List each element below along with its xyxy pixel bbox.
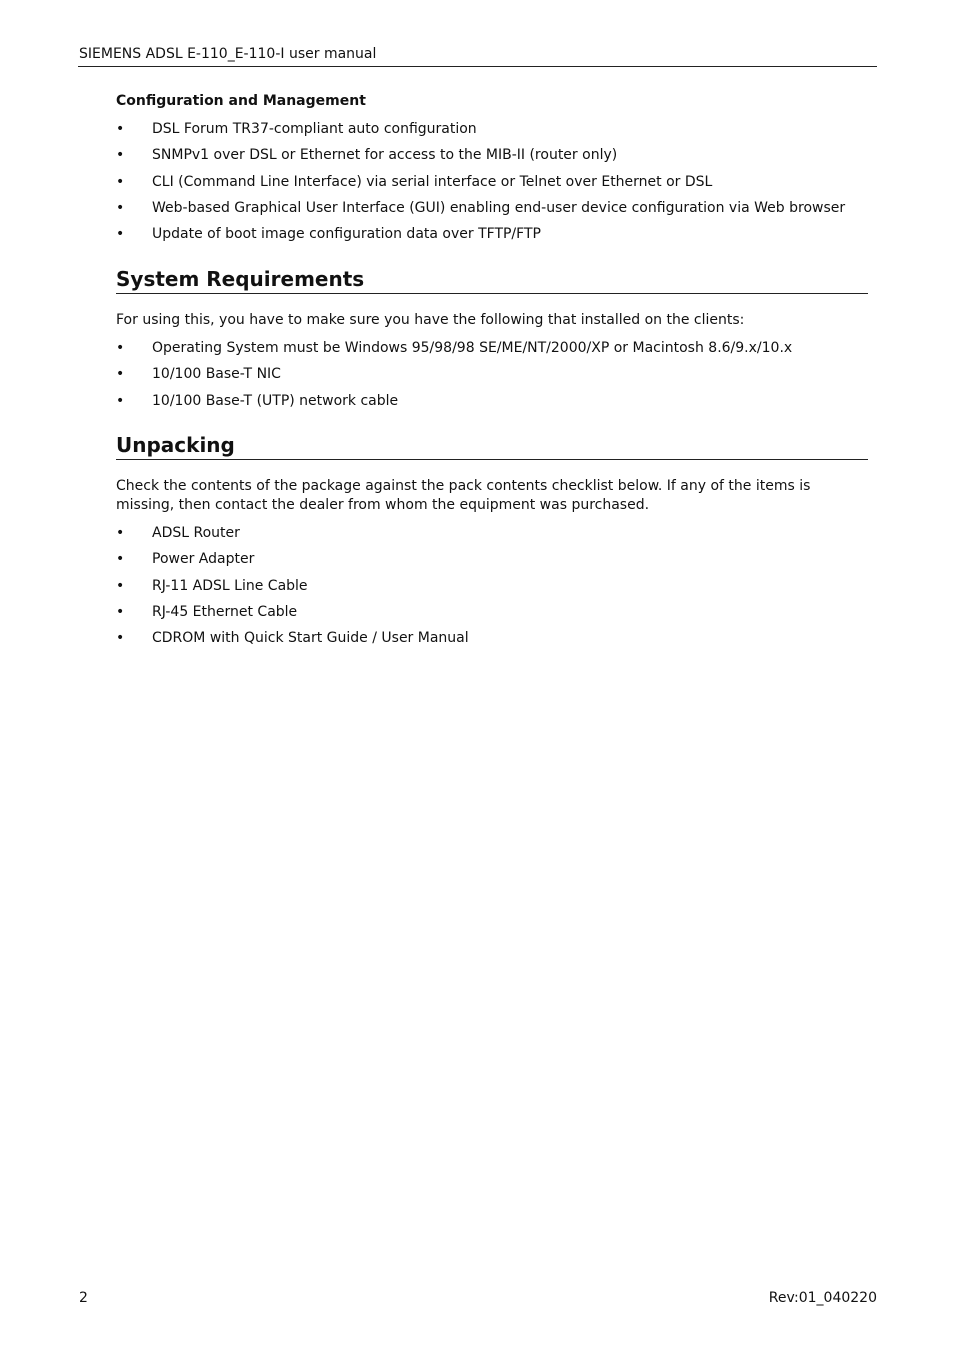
- list-item: [116, 365, 876, 391]
- list-item-text: 10/100 Base-T (UTP) network cable: [152, 392, 399, 409]
- list-item-text: DSL Forum TR37-compliant auto configuration: [152, 121, 477, 137]
- header-rule: [78, 66, 877, 67]
- list-item-text: CLI (Command Line Interface) via serial interface or Telnet over Ethernet or DSL: [152, 173, 713, 190]
- config-heading: Configuration and Management: [116, 93, 366, 109]
- bullet-icon: •: [116, 340, 125, 356]
- system-list: [116, 339, 876, 418]
- bullet-icon: •: [116, 173, 125, 190]
- system-intro: For using this, you have to make sure you have the following that installed on the clients:: [116, 312, 745, 328]
- list-item-text: Power Adapter: [152, 551, 255, 568]
- revision-label: Rev:01_040220: [768, 1290, 877, 1306]
- running-header: SIEMENS ADSL E-110_E-110-I user manual: [79, 46, 377, 62]
- list-item: [116, 146, 876, 172]
- bullet-icon: •: [116, 630, 125, 647]
- bullet-icon: •: [116, 147, 125, 164]
- bullet-icon: •: [116, 121, 125, 137]
- list-item-text: Web-based Graphical User Interface (GUI) enabling end-user device configuration via Web browser: [152, 199, 846, 216]
- bullet-icon: •: [116, 392, 125, 409]
- list-item-text: Operating System must be Windows 95/98/98 SE/ME/NT/2000/XP or Macintosh 8.6/9.x/10.x: [152, 340, 793, 356]
- bullet-icon: •: [116, 366, 125, 383]
- list-item-text: RJ-45 Ethernet Cable: [152, 603, 298, 620]
- list-item: [116, 524, 876, 550]
- bullet-icon: •: [116, 551, 125, 568]
- list-item: [116, 173, 876, 199]
- bullet-icon: •: [116, 603, 125, 620]
- bullet-icon: •: [116, 226, 125, 243]
- bullet-icon: •: [116, 525, 125, 541]
- list-item: [116, 629, 876, 655]
- list-item: [116, 120, 876, 146]
- list-item: [116, 339, 876, 365]
- list-item: [116, 199, 876, 225]
- bullet-icon: •: [116, 199, 125, 216]
- list-item: [116, 550, 876, 576]
- list-item: [116, 577, 876, 603]
- bullet-icon: •: [116, 577, 125, 594]
- list-item-text: ADSL Router: [152, 525, 240, 541]
- list-item: [116, 603, 876, 629]
- unpacking-heading: Unpacking: [116, 433, 868, 460]
- list-item-text: 10/100 Base-T NIC: [152, 366, 281, 383]
- page-number: 2: [79, 1290, 88, 1306]
- list-item-text: Update of boot image configuration data over TFTP/FTP: [152, 226, 541, 243]
- system-requirements-heading: System Requirements: [116, 267, 868, 294]
- list-item-text: CDROM with Quick Start Guide / User Manual: [152, 630, 469, 647]
- unpacking-intro: Check the contents of the package against the pack contents checklist below. If any of the items is missing, then contact the dealer from whom the equipment was purchased.: [116, 478, 811, 513]
- config-list: [116, 120, 876, 251]
- list-item-text: SNMPv1 over DSL or Ethernet for access to the MIB-II (router only): [152, 147, 618, 164]
- list-item: [116, 392, 876, 418]
- list-item: [116, 225, 876, 251]
- unpacking-list: [116, 524, 876, 655]
- list-item-text: RJ-11 ADSL Line Cable: [152, 577, 308, 594]
